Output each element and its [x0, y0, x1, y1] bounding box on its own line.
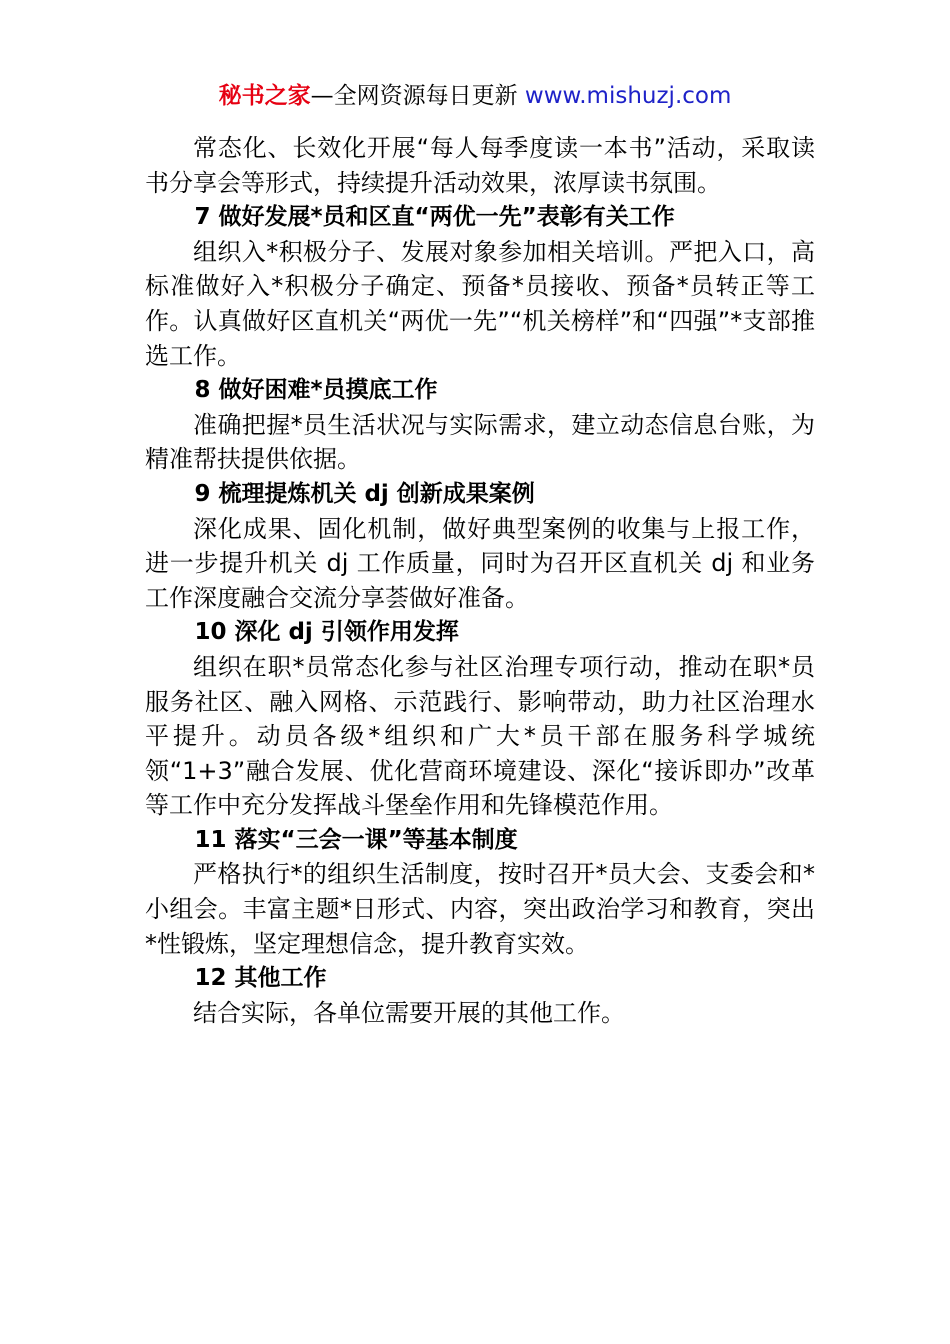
section-heading: 10 深化 dj 引领作用发挥	[194, 619, 459, 646]
brand-name: 秘书之家	[218, 83, 311, 109]
section-body: 结合实际，各单位需要开展的其他工作。	[193, 998, 625, 1027]
section-body: 组织在职*员常态化参与社区治理专项行动，推动在职*员服务社区、融入网格、示范践行、影响带动，助力社区治理水平提升。动员各级*组织和广大*员干部在服务科学城统领“1+3”融合发展、优化营商环境建设、深化“接诉即办”改革等工作中充分发挥战斗堡垒作用和先锋模范作用。	[145, 652, 815, 820]
section-body: 严格执行*的组织生活制度，按时召开*员大会、支委会和*小组会。丰富主题*日形式、内容，突出政治学习和教育，突出*性锻炼，坚定理想信念，提升教育实效。	[145, 860, 815, 958]
site-url-link[interactable]: www.mishuzj.com	[524, 83, 732, 109]
section-body: 准确把握*员生活状况与实际需求，建立动态信息台账，为精准帮扶提供依据。	[145, 410, 815, 474]
intro-paragraph: 常态化、长效化开展“每人每季度读一本书”活动，采取读书分享会等形式，持续提升活动效果，浓厚读书氛围。	[145, 134, 815, 197]
document-body	[145, 131, 815, 1030]
section-heading: 9 梳理提炼机关 dj 创新成果案例	[194, 480, 535, 507]
section-heading: 7 做好发展*员和区直“两优一先”表彰有关工作	[194, 204, 675, 231]
section-body: 深化成果、固化机制，做好典型案例的收集与上报工作，进一步提升机关 dj 工作质量，同时为召开区直机关 dj 和业务工作深度融合交流分享荟做好准备。	[145, 514, 815, 612]
section-heading: 12 其他工作	[194, 965, 327, 992]
section-body: 组织入*积极分子、发展对象参加相关培训。严把入口，高标准做好入*积极分子确定、预备*员接收、预备*员转正等工作。认真做好区直机关“两优一先”“机关榜样”和“四强”*支部推选工作。	[145, 237, 815, 370]
site-header	[0, 80, 950, 112]
section-heading: 8 做好困难*员摸底工作	[194, 377, 438, 404]
header-tagline: —全网资源每日更新	[310, 83, 525, 109]
section-heading: 11 落实“三会一课”等基本制度	[194, 826, 518, 853]
